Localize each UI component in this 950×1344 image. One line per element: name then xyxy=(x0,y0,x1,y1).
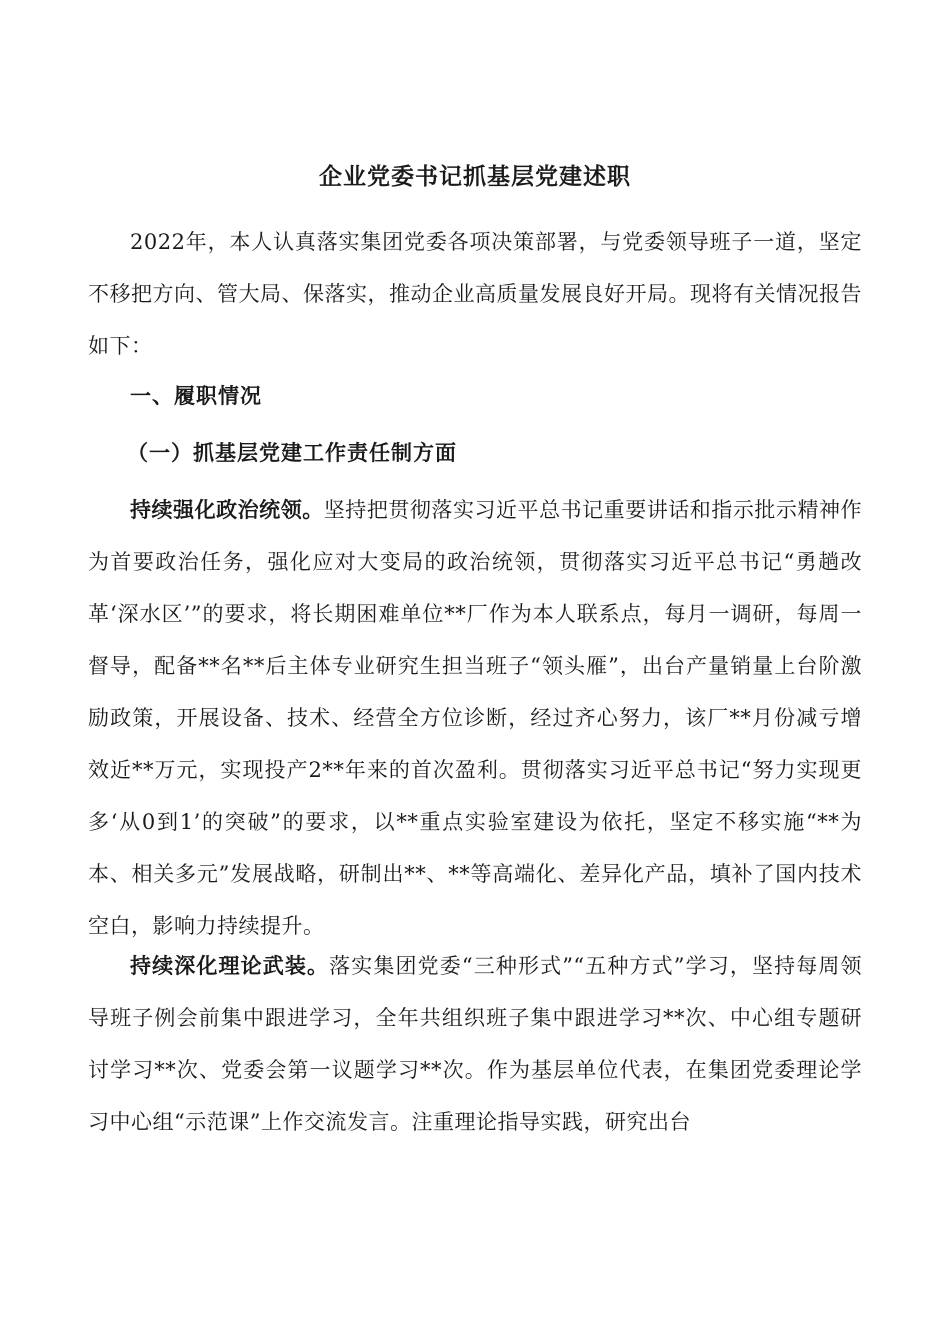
intro-paragraph: 2022年，本人认真落实集团党委各项决策部署，与党委领导班子一道，坚定不移把方向、管大局、保落实，推动企业高质量发展良好开局。现将有关情况报告如下： xyxy=(88,230,862,358)
document-title: 企业党委书记抓基层党建述职 xyxy=(319,163,631,190)
paragraph-body-political-leadership: 坚持把贯彻落实习近平总书记重要讲话和指示批示精神作为首要政治任务，强化应对大变局的政治统领，贯彻落实习近平总书记“勇趟改革‘深水区’”的要求，将长期困难单位**厂作为本人联系点，每月一调研，每周一督导，配备**名**后主体专业研究生担当班子“领头雁”，出台产量销量上台阶激励政策，开展设备、技术、经营全方位诊断，经过齐心努力，该厂**月份减亏增效近**万元，实现投产2**年来的首次盈利。贯彻落实习近平总书记“努力实现更多‘从0到1’的突破”的要求，以**重点实验室建设为依托，坚定不移实施“**为本、相关多元”发展战略，研制出**、**等高端化、差异化产品，填补了国内技术空白，影响力持续提升。 xyxy=(88,498,863,938)
paragraph-lead-theory-study: 持续深化理论武装。 xyxy=(130,953,330,978)
paragraph-political-leadership xyxy=(88,484,862,952)
paragraph-theory-study xyxy=(88,940,862,1148)
paragraph-lead-political-leadership: 持续强化政治统领。 xyxy=(130,497,324,522)
paragraph-body-theory-study: 落实集团党委“三种形式”“五种方式”学习，坚持每周领导班子例会前集中跟进学习，全年共组织班子集中跟进学习**次、中心组专题研讨学习**次、党委会第一议题学习**次。作为基层单位代表，在集团党委理论学习中心组“示范课”上作交流发言。注重理论指导实践，研究出台 xyxy=(88,954,862,1134)
section-heading-performance: 一、履职情况 xyxy=(130,383,262,408)
subsection-heading-responsibility: （一）抓基层党建工作责任制方面 xyxy=(127,440,457,465)
